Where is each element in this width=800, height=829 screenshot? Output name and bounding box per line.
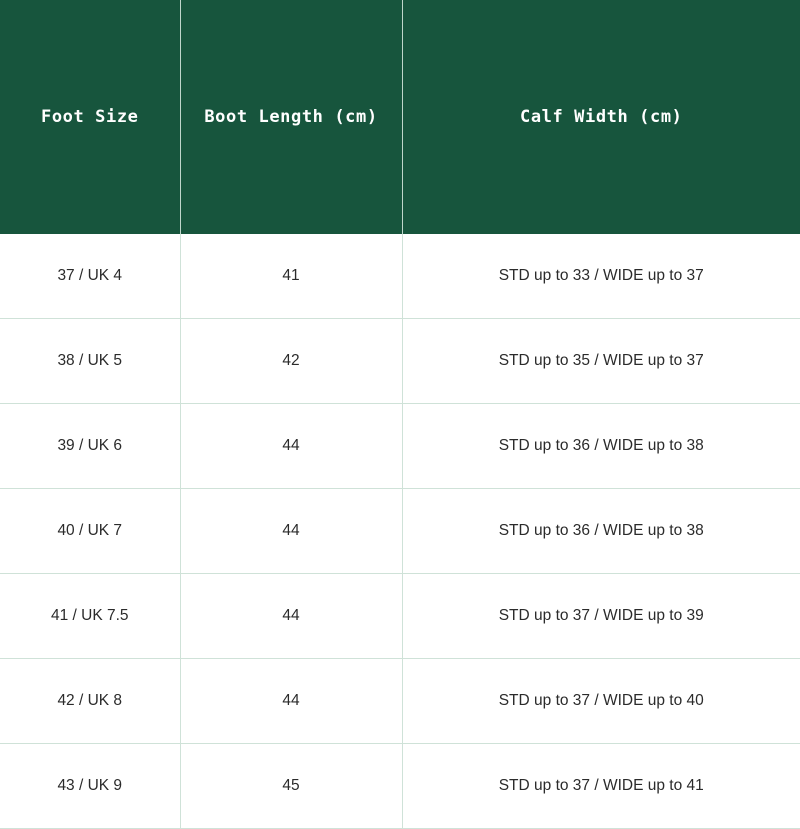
table-row: [0, 489, 800, 574]
cell-boot-length: 45: [180, 744, 402, 829]
cell-boot-length: 44: [180, 659, 402, 744]
cell-foot-size: 43 / UK 9: [0, 744, 180, 829]
cell-boot-length: 41: [180, 234, 402, 319]
cell-foot-size: 39 / UK 6: [0, 404, 180, 489]
cell-foot-size: 40 / UK 7: [0, 489, 180, 574]
table-row: [0, 319, 800, 404]
cell-foot-size: 41 / UK 7.5: [0, 574, 180, 659]
column-header-boot-length: Boot Length (cm): [180, 0, 402, 234]
cell-boot-length: 44: [180, 489, 402, 574]
cell-boot-length: 42: [180, 319, 402, 404]
cell-foot-size: 38 / UK 5: [0, 319, 180, 404]
table-row: [0, 574, 800, 659]
cell-calf-width: STD up to 33 / WIDE up to 37: [402, 234, 800, 319]
cell-foot-size: 42 / UK 8: [0, 659, 180, 744]
cell-calf-width: STD up to 35 / WIDE up to 37: [402, 319, 800, 404]
column-header-foot-size: Foot Size: [0, 0, 180, 234]
table-row: [0, 404, 800, 489]
header-row: [0, 0, 800, 234]
cell-calf-width: STD up to 36 / WIDE up to 38: [402, 489, 800, 574]
cell-calf-width: STD up to 37 / WIDE up to 41: [402, 744, 800, 829]
table-row: [0, 234, 800, 319]
cell-calf-width: STD up to 36 / WIDE up to 38: [402, 404, 800, 489]
cell-calf-width: STD up to 37 / WIDE up to 39: [402, 574, 800, 659]
cell-calf-width: STD up to 37 / WIDE up to 40: [402, 659, 800, 744]
cell-boot-length: 44: [180, 574, 402, 659]
cell-boot-length: 44: [180, 404, 402, 489]
table-body: [0, 234, 800, 829]
table-row: [0, 744, 800, 829]
column-header-calf-width: Calf Width (cm): [402, 0, 800, 234]
table-header: [0, 0, 800, 234]
cell-foot-size: 37 / UK 4: [0, 234, 180, 319]
table-row: [0, 659, 800, 744]
